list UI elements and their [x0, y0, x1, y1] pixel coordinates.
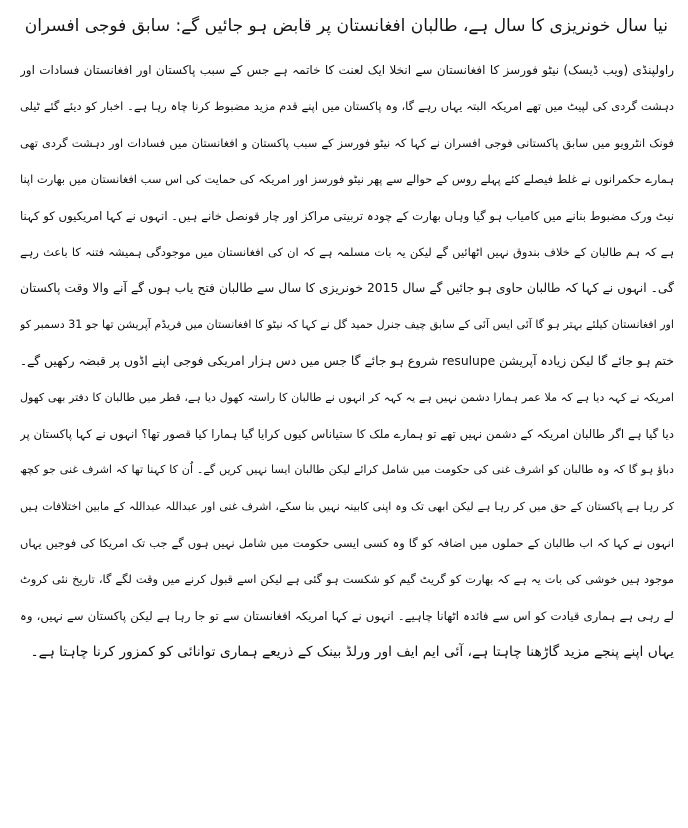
article-line: لے رہی ہے ہماری قیادت کو اس سے فائدہ اٹھانا چاہیے۔ انہوں نے کہا امریکہ افغانستان سے تو جا رہا ہے لیکن پاکستان سے نہیں، وہ [20, 608, 674, 623]
article-line: دیا گیا ہے اگر طالبان امریکہ کے دشمن نہیں تھے تو ہمارے ملک کا ستیاناس کیوں کرایا گیا ہمارا کیا قصور تھا؟ انہوں نے کہا پاکستان پر [20, 426, 674, 441]
article-line: ہمارے حکمرانوں نے غلط فیصلے کئے پہلے روس کے حوالے سے پھر نیٹو فورسز اور امریکہ کی حمایت کی اس سب افغانستان میں بھارت اپنا [20, 172, 674, 187]
article-line: فونک انٹرویو میں سابق پاکستانی فوجی افسران نے کہا کہ نیٹو فورسز کے سبب پاکستان و افغانستان میں فسادات اور دہشت گردی تھی [20, 135, 674, 150]
article-line: اور افغانستان کیلئے بہتر ہو گا آئی ایس آئی کے سابق چیف جنرل حمید گل نے کہا کہ نیٹو کا افغانستان میں فریڈم آپریشن تھا جو 31 دسمبر کو [20, 317, 674, 331]
article-line: دہشت گردی کی لپیٹ میں تھے امریکہ البتہ یہاں رہے گا، وہ پاکستان میں اپنے قدم مزید مضبوط کرنا چاہ رہا ہے۔ اخبار کو دیئے گئے ٹیلی [20, 99, 674, 114]
article-line: دباؤ ہو گا کہ وہ طالبان کو اشرف غنی کی حکومت میں شامل کرائے لیکن طالبان ایسا نہیں کریں گے۔ اُن کا کہنا تھا کہ اشرف غنی جو کچھ [20, 463, 674, 477]
article-line: ہے کہ ہم طالبان کے خلاف بندوق نہیں اٹھائیں گے لیکن یہ بات مسلمہ ہے کہ ان کی افغانستان میں موجودگی ہمیشہ فتنہ کا باعث رہے [20, 244, 674, 259]
article-line: یہاں اپنے پنجے مزید گاڑھنا چاہتا ہے، آئی ایم ایف اور ورلڈ بینک کے ذریعے ہماری توانائی کو کمزور کرنا چاہتا ہے۔ [30, 644, 674, 661]
article-line: نیٹ ورک مضبوط بنانے میں کامیاب ہو گیا وہاں بھارت کے چودہ تربیتی مراکز اور چار قونصل خانے ہیں۔ انہوں نے کہا امریکیوں کو کہنا [20, 208, 674, 223]
article-headline: نیا سال خونریزی کا سال ہے، طالبان افغانستان پر قابض ہو جائیں گے: سابق فوجی افسران [24, 16, 668, 36]
article-line: انہوں نے کہا کہ اب طالبان کے حملوں میں اضافہ کو گا وہ کسی ایسی حکومت میں شامل نہیں ہوں گے جب تک امریکا کی فوجیں یہاں [20, 536, 674, 551]
article-line: ختم ہو جائے گا لیکن زیادہ آپریشن resulupe شروع ہو جائے گا جس میں دس ہزار امریکی فوجی اپنے اڈوں پر قبضہ رکھیں گے۔ [20, 354, 674, 369]
article-body [20, 52, 674, 671]
article-line: امریکہ نے کہہ دیا ہے کہ ملا عمر ہمارا دشمن نہیں ہے یہ کہہ کر انہوں نے طالبان کا راستہ کھول دیا ہے، قطر میں طالبان کا دفتر بھی کھول [20, 390, 674, 404]
article-line: گی۔ انہوں نے کہا کہ طالبان حاوی ہو جائیں گے سال 2015 خونریزی کا سال سے طالبان فتح یاب ہوں گے آنے والا وقت پاکستان [20, 281, 674, 296]
article-line: موجود ہیں خوشی کی بات یہ ہے کہ بھارت کو گریٹ گیم کو شکست ہو گئی ہے لیکن اسے قبول کرنے میں وقت لگے گا، تاریخ نئی کروٹ [20, 572, 674, 587]
article-line: راولپنڈی (ویب ڈیسک) نیٹو فورسز کا افغانستان سے انخلا ایک لعنت کا خاتمہ ہے جس کے سبب پاکستان اور افغانستان فسادات اور [20, 63, 674, 77]
article-line: کر رہا ہے پاکستان کے حق میں کر رہا ہے لیکن ابھی تک وہ اپنی کابینہ نہیں بنا سکے، اشرف غنی اور عبداللہ عبداللہ کے مابین اختلافات ہیں [20, 499, 674, 513]
